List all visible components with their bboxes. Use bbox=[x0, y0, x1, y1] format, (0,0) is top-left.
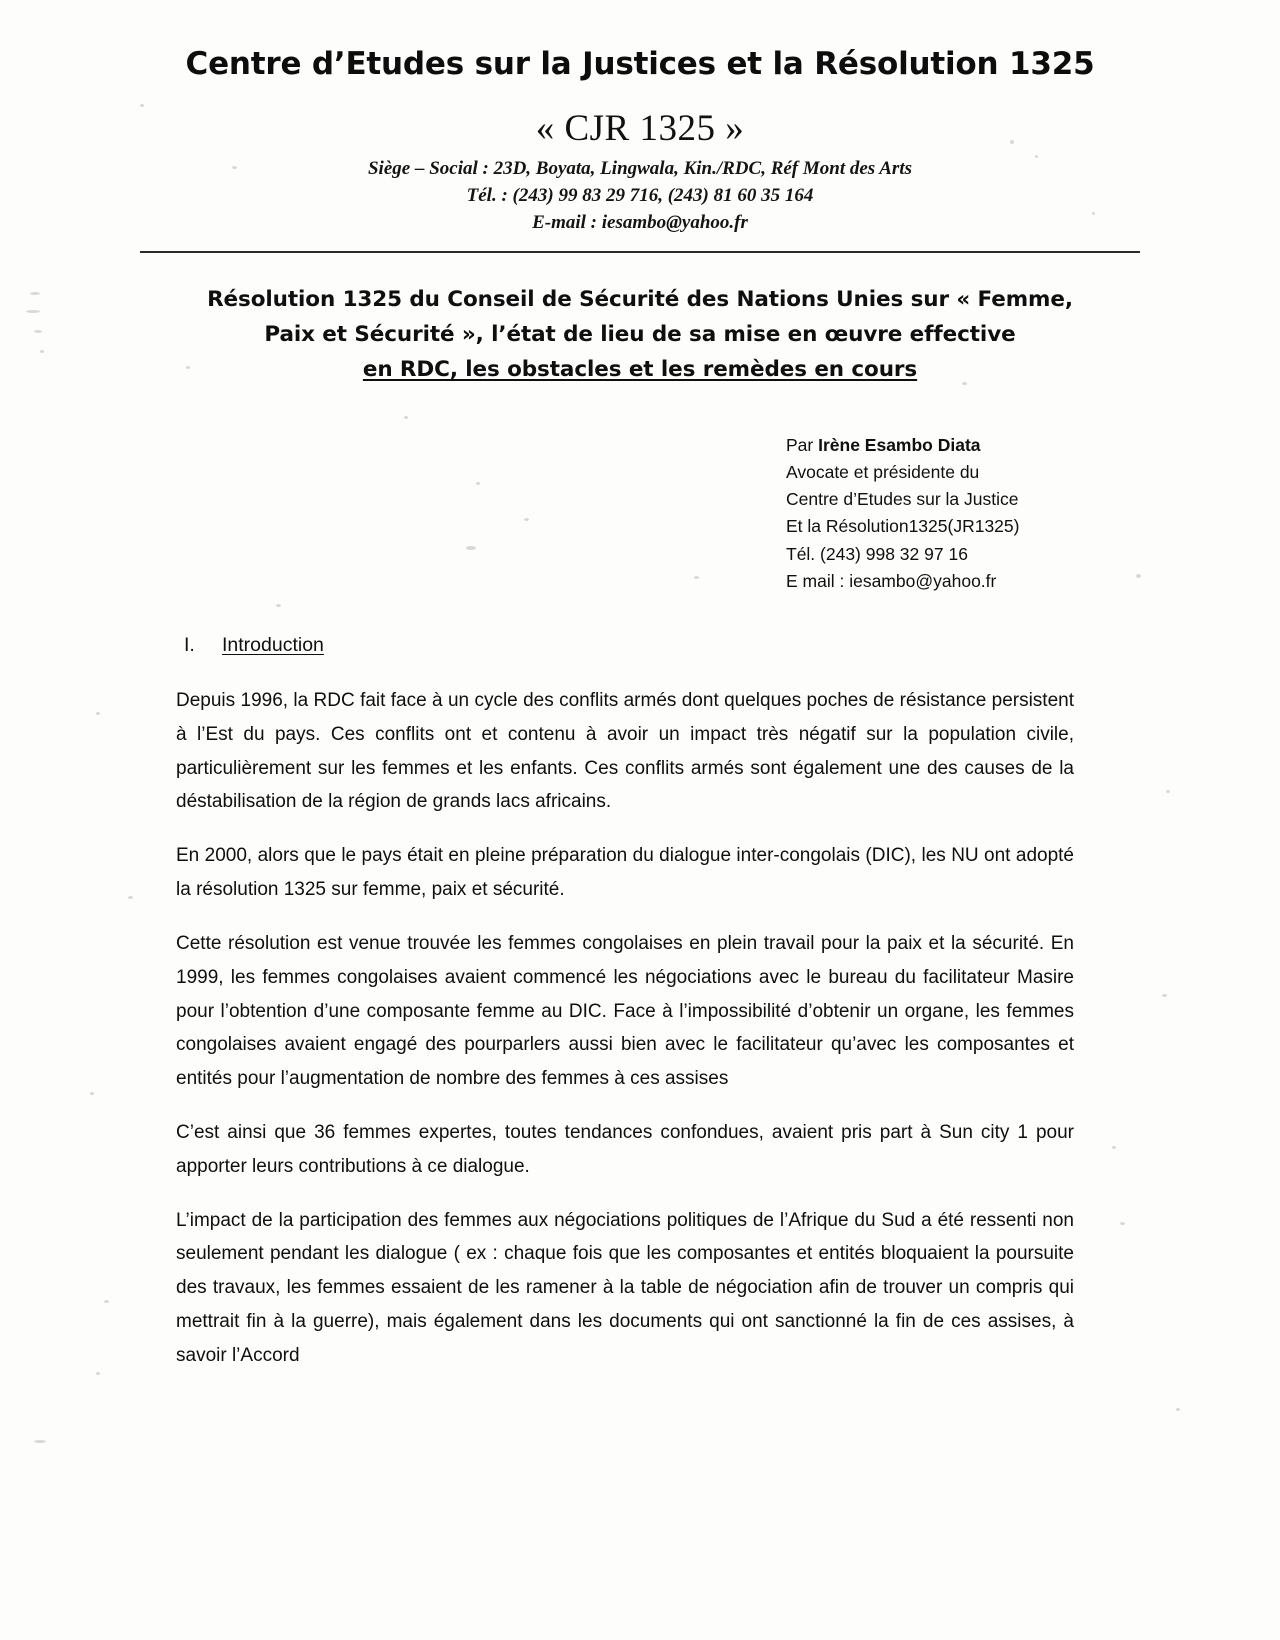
letterhead-phone: Tél. : (243) 99 83 29 716, (243) 81 60 35 164 bbox=[466, 185, 814, 207]
organization-title: Centre d’Etudes sur la Justices et la Résolution 1325 bbox=[185, 46, 1095, 82]
author-byline bbox=[786, 432, 1019, 459]
document-title-line-2: Paix et Sécurité », l’état de lieu de sa mise en œuvre effective bbox=[264, 321, 1016, 347]
letterhead bbox=[0, 46, 1280, 253]
document-title-line-1: Résolution 1325 du Conseil de Sécurité des Nations Unies sur « Femme, bbox=[207, 287, 1073, 313]
section-numeral: I. bbox=[184, 634, 195, 656]
scan-speckle bbox=[466, 546, 476, 550]
paragraph: Depuis 1996, la RDC fait face à un cycle des conflits armés dont quelques poches de résistance persistent à l’Est du pays. Ces conflits ont et contenu à avoir un impact très négatif sur la population civile, particulièrement sur les femmes et les enfants. Ces conflits armés sont également une des causes de la déstabilisation de la région de grands lacs africains. bbox=[176, 690, 1074, 813]
scan-speckle bbox=[1166, 790, 1170, 793]
scan-speckle bbox=[1162, 994, 1167, 997]
letterhead-contact-block bbox=[0, 156, 1280, 237]
author-organization-line-1: Centre d’Etudes sur la Justice bbox=[786, 489, 1019, 510]
scan-speckle bbox=[128, 896, 133, 899]
paragraph: C’est ainsi que 36 femmes expertes, toutes tendances confondues, avaient pris part à Sun city 1 pour apporter leurs contributions à ce dialogue. bbox=[176, 1121, 1074, 1177]
paragraph: En 2000, alors que le pays était en pleine préparation du dialogue inter-congolais (DIC), les NU ont adopté la résolution 1325 sur femme, paix et sécurité. bbox=[176, 845, 1074, 901]
organization-acronym: « CJR 1325 » bbox=[535, 108, 745, 150]
scan-speckle bbox=[96, 1372, 100, 1375]
author-email: E mail : iesambo@yahoo.fr bbox=[786, 570, 997, 591]
paragraph: L’impact de la participation des femmes aux négociations politiques de l’Afrique du Sud a été ressenti non seulement pendant les dialogue ( ex : chaque fois que les composantes et entités bloquaient la poursuite des travaux, les femmes essaient de les ramener à la table de négociation afin de trouver un compris qui mettrait fin à la guerre), mais également dans les documents qui ont sanctionné la fin de ces assises, à savoir l’Accord bbox=[176, 1209, 1074, 1366]
scan-speckle bbox=[34, 1440, 46, 1443]
document-title bbox=[150, 283, 1130, 387]
section-label: Introduction bbox=[222, 634, 324, 656]
paragraph: Cette résolution est venue trouvée les femmes congolaises en plein travail pour la paix et la sécurité. En 1999, les femmes congolaises avaient commencé les négociations avec le bureau du facilitateur Masire pour l’obtention d’une composante femme au DIC. Face à l’impossibilité d’obtenir un organe, les femmes congolaises avaient engagé des pourparlers aussi bien avec le facilitateur qu’avec les composantes et entités pour l’augmentation de nombre des femmes à ces assises bbox=[176, 932, 1074, 1090]
section-heading-introduction bbox=[184, 634, 324, 657]
scan-speckle bbox=[1120, 1222, 1125, 1225]
author-name: Irène Esambo Diata bbox=[818, 435, 981, 455]
letterhead-address: Siège – Social : 23D, Boyata, Lingwala, Kin./RDC, Réf Mont des Arts bbox=[367, 158, 912, 180]
scan-speckle bbox=[96, 712, 100, 715]
scan-speckle bbox=[90, 1092, 94, 1095]
author-phone: Tél. (243) 998 32 97 16 bbox=[786, 543, 968, 564]
scan-speckle bbox=[104, 1300, 109, 1303]
scan-speckle bbox=[1112, 1146, 1116, 1149]
scan-speckle bbox=[1136, 574, 1141, 578]
letterhead-divider bbox=[140, 251, 1140, 253]
document-title-line-3: en RDC, les obstacles et les remèdes en cours bbox=[362, 356, 918, 382]
author-organization-line-2: Et la Résolution1325(JR1325) bbox=[786, 516, 1020, 537]
scan-speckle bbox=[404, 416, 408, 419]
body-text bbox=[176, 684, 1074, 1373]
letterhead-email: E-mail : iesambo@yahoo.fr bbox=[532, 212, 748, 234]
scan-speckle bbox=[476, 482, 480, 485]
author-by-prefix: Par bbox=[786, 435, 819, 455]
scan-speckle bbox=[276, 604, 281, 607]
scan-speckle bbox=[524, 518, 529, 521]
scan-speckle bbox=[694, 576, 699, 579]
author-role: Avocate et présidente du bbox=[786, 462, 980, 483]
author-block bbox=[786, 432, 1019, 595]
scan-speckle bbox=[1176, 1408, 1180, 1411]
